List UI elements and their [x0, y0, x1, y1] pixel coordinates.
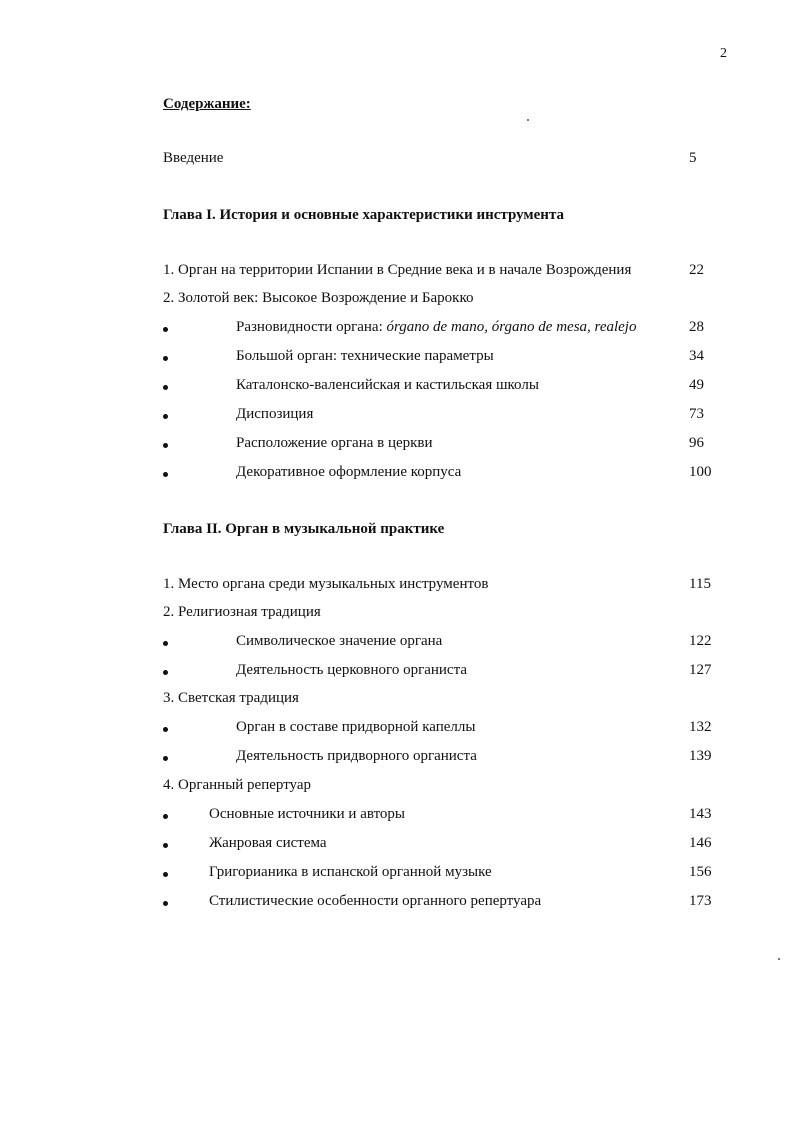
- chapter-heading: [163, 207, 723, 229]
- toc-entry-page: 156: [689, 864, 712, 880]
- toc-entry-page: 115: [689, 576, 711, 592]
- toc-entry-page: 49: [689, 377, 704, 393]
- toc-entry-text: Большой орган: технические параметры: [236, 348, 494, 364]
- toc-entry-text: Жанровая система: [209, 835, 327, 851]
- toc-entry-page: 122: [689, 633, 712, 649]
- bullet-icon: [163, 356, 168, 361]
- bullet-icon: [163, 443, 168, 448]
- toc-entry-page: 22: [689, 262, 704, 278]
- bullet-icon: [163, 727, 168, 732]
- toc-entry-text: Григорианика в испанской органной музыке: [209, 864, 492, 880]
- toc-subentry: [163, 377, 723, 399]
- toc-subentry: [163, 893, 723, 915]
- toc-entry-page: 173: [689, 893, 712, 909]
- toc-entry-text: 2. Религиозная традиция: [163, 604, 321, 620]
- bullet-icon: [163, 385, 168, 390]
- bullet-icon: [163, 472, 168, 477]
- bullet-icon: [163, 843, 168, 848]
- toc-title: Содержание:: [163, 96, 251, 112]
- toc-entry-text: Разновидности органа: órgano de mano, órgano de mesa, realejo: [236, 319, 637, 335]
- toc-entry-page: 127: [689, 662, 712, 678]
- toc-entry-text: Введение: [163, 150, 224, 166]
- toc-subentry: [163, 633, 723, 655]
- toc-subentry: [163, 435, 723, 457]
- toc-entry: [163, 604, 723, 626]
- toc-entry-text: 2. Золотой век: Высокое Возрождение и Барокко: [163, 290, 474, 306]
- toc-entry-text: 4. Органный репертуар: [163, 777, 312, 793]
- bullet-icon: [163, 641, 168, 646]
- toc-entry-page: 132: [689, 719, 712, 735]
- toc-entry-text: Диспозиция: [236, 406, 314, 422]
- bullet-icon: [163, 414, 168, 419]
- page-number: 2: [720, 46, 727, 61]
- toc-entry-italic: órgano de mano, órgano de mesa, realejo: [386, 319, 637, 335]
- toc-entry-page: 5: [689, 150, 697, 166]
- bullet-icon: [163, 901, 168, 906]
- toc-entry-page: 100: [689, 464, 712, 480]
- scan-speck: [527, 119, 529, 121]
- toc-entry: [163, 777, 723, 799]
- toc-subentry: [163, 748, 723, 770]
- toc-subentry: [163, 348, 723, 370]
- toc-entry: [163, 290, 723, 312]
- scan-speck: [778, 958, 780, 960]
- toc-subentry: [163, 835, 723, 857]
- toc-entry-text: Декоративное оформление корпуса: [236, 464, 462, 480]
- toc-subentry: [163, 806, 723, 828]
- chapter-title: Глава II. Орган в музыкальной практике: [163, 521, 445, 537]
- toc-entry: [163, 576, 723, 598]
- toc-entry-page: 143: [689, 806, 712, 822]
- chapter-heading: [163, 521, 723, 543]
- bullet-icon: [163, 327, 168, 332]
- toc-entry-page: 73: [689, 406, 704, 422]
- toc-entry-text: Каталонско-валенсийская и кастильская школы: [236, 377, 539, 393]
- toc-entry-text: Символическое значение органа: [236, 633, 443, 649]
- toc-entry-page: 28: [689, 319, 704, 335]
- toc-entry-text: Деятельность церковного органиста: [236, 662, 467, 678]
- toc-subentry: [163, 719, 723, 741]
- toc-subentry: [163, 864, 723, 886]
- toc-entry-page: 139: [689, 748, 712, 764]
- bullet-icon: [163, 670, 168, 675]
- bullet-icon: [163, 756, 168, 761]
- toc-subentry: [163, 464, 723, 486]
- toc-subentry: [163, 662, 723, 684]
- toc-entry-text: 1. Орган на территории Испании в Средние века и в начале Возрождения: [163, 262, 632, 278]
- toc-entry: [163, 690, 723, 712]
- bullet-icon: [163, 814, 168, 819]
- toc-entry-text: Деятельность придворного органиста: [236, 748, 477, 764]
- toc-subentry: [163, 319, 723, 341]
- toc-entry-text: 1. Место органа среди музыкальных инструментов: [163, 576, 489, 592]
- toc-entry-text: Орган в составе придворной капеллы: [236, 719, 476, 735]
- toc-entry-page: 146: [689, 835, 712, 851]
- chapter-title: Глава I. История и основные характеристики инструмента: [163, 207, 564, 223]
- toc-entry-page: 96: [689, 435, 704, 451]
- toc-entry-page: 34: [689, 348, 704, 364]
- toc-subentry: [163, 406, 723, 428]
- toc-entry: [163, 262, 723, 284]
- bullet-icon: [163, 872, 168, 877]
- toc-entry-text: Стилистические особенности органного репертуара: [209, 893, 542, 909]
- toc-entry-text: Основные источники и авторы: [209, 806, 406, 822]
- toc-entry-text: Расположение органа в церкви: [236, 435, 433, 451]
- toc-entry-text: 3. Светская традиция: [163, 690, 299, 706]
- toc-entry-intro: [163, 150, 723, 172]
